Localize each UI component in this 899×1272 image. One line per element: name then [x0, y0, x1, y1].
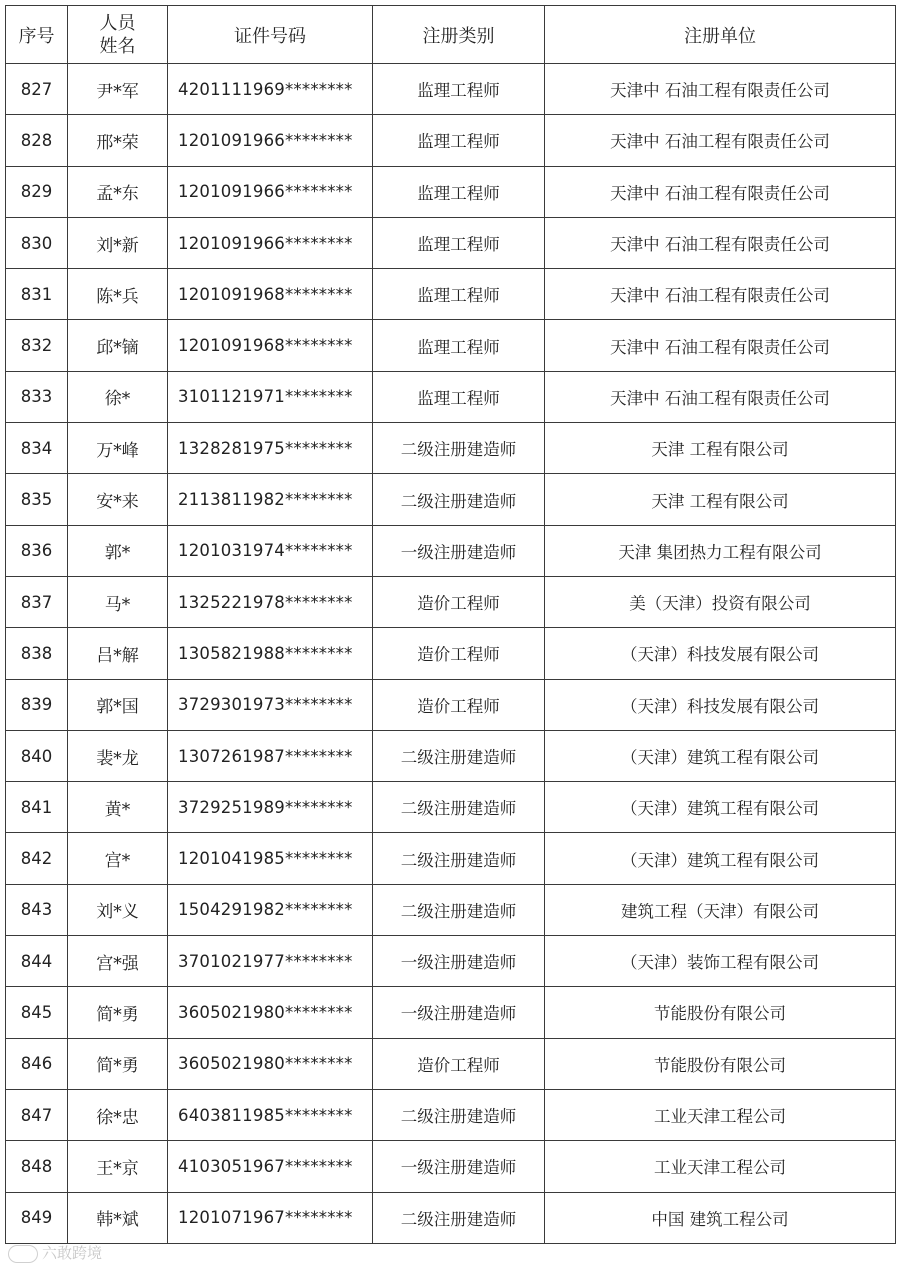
cell-name: 徐*: [68, 371, 168, 422]
cell-category: 一级注册建造师: [373, 525, 545, 576]
cell-no: 834: [6, 423, 68, 474]
cell-unit: 工业天津工程公司: [545, 1141, 896, 1192]
table-body: [6, 64, 896, 1244]
cell-unit: 天津中 石油工程有限责任公司: [545, 115, 896, 166]
cell-category: 二级注册建造师: [373, 423, 545, 474]
cell-id: 4201111969********: [168, 64, 373, 115]
cell-unit: 中国 建筑工程公司: [545, 1192, 896, 1243]
cell-id: 4103051967********: [168, 1141, 373, 1192]
cell-category: 一级注册建造师: [373, 987, 545, 1038]
cell-category: 监理工程师: [373, 115, 545, 166]
cell-name: 孟*东: [68, 166, 168, 217]
cell-no: 835: [6, 474, 68, 525]
cell-category: 监理工程师: [373, 217, 545, 268]
cell-unit: 天津 工程有限公司: [545, 423, 896, 474]
cell-name: 简*勇: [68, 1038, 168, 1089]
cell-name: 万*峰: [68, 423, 168, 474]
cell-unit: 天津中 石油工程有限责任公司: [545, 166, 896, 217]
cell-category: 监理工程师: [373, 166, 545, 217]
cell-no: 828: [6, 115, 68, 166]
cell-unit: 天津 工程有限公司: [545, 474, 896, 525]
cell-name: 黄*: [68, 782, 168, 833]
cell-id: 3729251989********: [168, 782, 373, 833]
cell-unit: 节能股份有限公司: [545, 1038, 896, 1089]
cell-category: 二级注册建造师: [373, 1089, 545, 1140]
cell-category: 造价工程师: [373, 1038, 545, 1089]
cell-name: 吕*解: [68, 628, 168, 679]
table-row: [6, 64, 896, 115]
table-row: [6, 474, 896, 525]
cell-no: 848: [6, 1141, 68, 1192]
cell-category: 造价工程师: [373, 679, 545, 730]
cell-name: 简*勇: [68, 987, 168, 1038]
cell-category: 监理工程师: [373, 320, 545, 371]
table-row: [6, 576, 896, 627]
cell-no: 847: [6, 1089, 68, 1140]
table-row: [6, 269, 896, 320]
cell-name: 刘*义: [68, 884, 168, 935]
cell-unit: （天津）装饰工程有限公司: [545, 936, 896, 987]
cell-name: 韩*斌: [68, 1192, 168, 1243]
cell-id: 3101121971********: [168, 371, 373, 422]
table-row: [6, 1192, 896, 1243]
cell-category: 二级注册建造师: [373, 884, 545, 935]
table-row: [6, 115, 896, 166]
cell-name: 刘*新: [68, 217, 168, 268]
cell-category: 二级注册建造师: [373, 730, 545, 781]
header-unit: 注册单位: [545, 6, 896, 64]
cell-no: 839: [6, 679, 68, 730]
cell-unit: 天津中 石油工程有限责任公司: [545, 64, 896, 115]
cell-category: 一级注册建造师: [373, 936, 545, 987]
cell-id: 3729301973********: [168, 679, 373, 730]
cell-name: 尹*军: [68, 64, 168, 115]
header-name-line2: 姓名: [99, 35, 136, 57]
table-row: [6, 782, 896, 833]
cell-no: 836: [6, 525, 68, 576]
table-header-row: [6, 6, 896, 64]
table-row: [6, 730, 896, 781]
cell-id: 2113811982********: [168, 474, 373, 525]
cell-unit: 天津 集团热力工程有限公司: [545, 525, 896, 576]
cell-name: 郭*: [68, 525, 168, 576]
watermark-text: 六敢跨境: [42, 1244, 103, 1262]
cell-category: 一级注册建造师: [373, 1141, 545, 1192]
cell-no: 849: [6, 1192, 68, 1243]
table-row: [6, 884, 896, 935]
cell-no: 829: [6, 166, 68, 217]
watermark: [8, 1242, 102, 1263]
header-category: 注册类别: [373, 6, 545, 64]
cell-id: 1305821988********: [168, 628, 373, 679]
cell-category: 造价工程师: [373, 576, 545, 627]
cell-name: 郭*国: [68, 679, 168, 730]
table-row: [6, 628, 896, 679]
cell-category: 监理工程师: [373, 64, 545, 115]
cell-no: 830: [6, 217, 68, 268]
cell-unit: 天津中 石油工程有限责任公司: [545, 269, 896, 320]
cell-unit: （天津）建筑工程有限公司: [545, 730, 896, 781]
header-name-line1: 人员: [99, 12, 136, 34]
cell-no: 845: [6, 987, 68, 1038]
cell-no: 846: [6, 1038, 68, 1089]
cell-no: 833: [6, 371, 68, 422]
registration-table: [5, 5, 896, 1244]
cell-name: 邢*荣: [68, 115, 168, 166]
cell-unit: 工业天津工程公司: [545, 1089, 896, 1140]
cell-no: 843: [6, 884, 68, 935]
cell-id: 1325221978********: [168, 576, 373, 627]
cell-no: 844: [6, 936, 68, 987]
cell-id: 1201091966********: [168, 166, 373, 217]
table-row: [6, 833, 896, 884]
header-id: 证件号码: [168, 6, 373, 64]
cell-no: 837: [6, 576, 68, 627]
cell-id: 1307261987********: [168, 730, 373, 781]
cell-no: 831: [6, 269, 68, 320]
table-row: [6, 423, 896, 474]
cell-unit: 节能股份有限公司: [545, 987, 896, 1038]
wechat-logo-icon: [8, 1245, 38, 1263]
cell-name: 陈*兵: [68, 269, 168, 320]
cell-unit: （天津）科技发展有限公司: [545, 628, 896, 679]
cell-name: 徐*忠: [68, 1089, 168, 1140]
cell-unit: （天津）科技发展有限公司: [545, 679, 896, 730]
table-row: [6, 1038, 896, 1089]
cell-category: 造价工程师: [373, 628, 545, 679]
cell-unit: 天津中 石油工程有限责任公司: [545, 371, 896, 422]
table-row: [6, 679, 896, 730]
cell-no: 838: [6, 628, 68, 679]
cell-unit: 建筑工程（天津）有限公司: [545, 884, 896, 935]
cell-category: 二级注册建造师: [373, 1192, 545, 1243]
cell-category: 监理工程师: [373, 371, 545, 422]
cell-category: 监理工程师: [373, 269, 545, 320]
cell-category: 二级注册建造师: [373, 474, 545, 525]
cell-id: 3701021977********: [168, 936, 373, 987]
header-name: [68, 6, 168, 64]
cell-id: 1201071967********: [168, 1192, 373, 1243]
cell-unit: 天津中 石油工程有限责任公司: [545, 320, 896, 371]
cell-name: 王*京: [68, 1141, 168, 1192]
cell-name: 邱*镝: [68, 320, 168, 371]
cell-no: 827: [6, 64, 68, 115]
cell-no: 832: [6, 320, 68, 371]
cell-name: 裴*龙: [68, 730, 168, 781]
cell-id: 1201041985********: [168, 833, 373, 884]
table-row: [6, 936, 896, 987]
cell-unit: （天津）建筑工程有限公司: [545, 782, 896, 833]
cell-id: 1328281975********: [168, 423, 373, 474]
cell-name: 马*: [68, 576, 168, 627]
cell-name: 宫*强: [68, 936, 168, 987]
cell-id: 6403811985********: [168, 1089, 373, 1140]
cell-id: 3605021980********: [168, 1038, 373, 1089]
cell-id: 3605021980********: [168, 987, 373, 1038]
cell-id: 1201091966********: [168, 115, 373, 166]
table-row: [6, 166, 896, 217]
cell-no: 842: [6, 833, 68, 884]
cell-id: 1201091966********: [168, 217, 373, 268]
table-row: [6, 1141, 896, 1192]
cell-id: 1201091968********: [168, 269, 373, 320]
table-row: [6, 1089, 896, 1140]
cell-id: 1201091968********: [168, 320, 373, 371]
header-no: 序号: [6, 6, 68, 64]
cell-name: 宫*: [68, 833, 168, 884]
cell-unit: 天津中 石油工程有限责任公司: [545, 217, 896, 268]
cell-category: 二级注册建造师: [373, 782, 545, 833]
table-row: [6, 525, 896, 576]
table-row: [6, 371, 896, 422]
cell-id: 1201031974********: [168, 525, 373, 576]
table-row: [6, 320, 896, 371]
table-row: [6, 987, 896, 1038]
cell-name: 安*来: [68, 474, 168, 525]
cell-no: 841: [6, 782, 68, 833]
table-row: [6, 217, 896, 268]
cell-category: 二级注册建造师: [373, 833, 545, 884]
cell-unit: （天津）建筑工程有限公司: [545, 833, 896, 884]
cell-id: 1504291982********: [168, 884, 373, 935]
cell-no: 840: [6, 730, 68, 781]
cell-unit: 美（天津）投资有限公司: [545, 576, 896, 627]
